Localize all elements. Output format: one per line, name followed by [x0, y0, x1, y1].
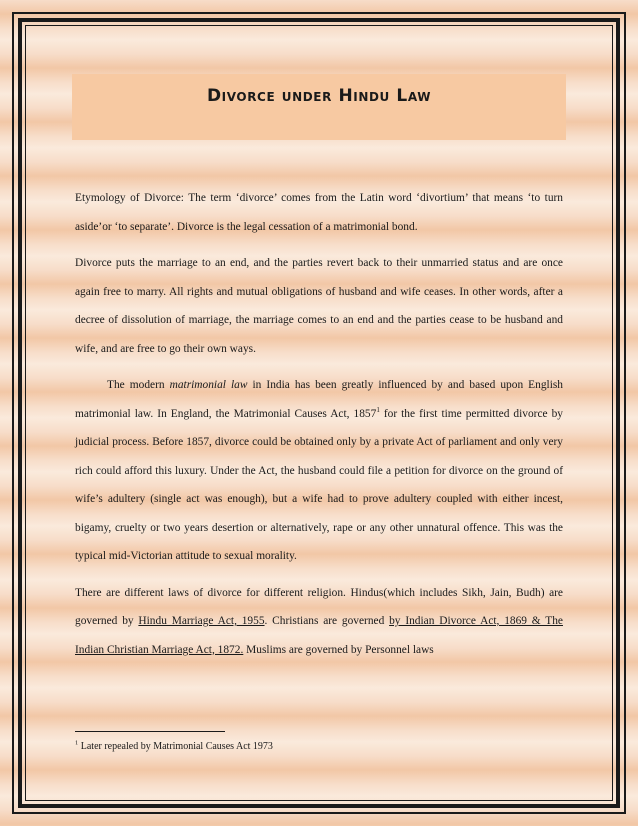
document-body: [75, 184, 563, 664]
religions-text-start: There are different laws of divorce for different religion. Hindus(which includes Sikh, Jain, Budh) are governed by: [75, 586, 563, 627]
history-text-end: for the first time permitted divorce by judicial process. Before 1857, divorce could be obtained only by a private Act of parliament and only very rich could afford this luxury. Under the Act, the husband could file a petition for divorce on the ground of wife’s adultery (single act was enough), but a wife had to prove adultery coupled with either incest, bigamy, cruelty or two years desertion or alternatively, rape or any other unnatural offence. This was the typical mid-Victorian attitude to sexual morality.: [75, 407, 563, 562]
footnote-text: Later repealed by Matrimonial Causes Act 1973: [78, 741, 273, 752]
paragraph-divorce-effect: Divorce puts the marriage to an end, and the parties revert back to their unmarried status and are once again free to marry. All rights and mutual obligations of husband and wife ceases. In other words, after a decree of dissolution of marriage, the marriage comes to an end and the parties cease to be husband and wife, and are free to go their own ways.: [75, 257, 563, 355]
footnote: [75, 741, 273, 752]
footnote-separator: [75, 731, 225, 732]
paragraph-religions: [75, 579, 563, 665]
page-title: Divorce under Hindu Law: [206, 86, 432, 106]
paragraph-history: [75, 371, 563, 571]
title-banner: [72, 74, 566, 140]
matrimonial-law-term: matrimonial law: [169, 379, 248, 391]
history-text-middle: in India has been greatly influenced by and based upon English matrimonial law. In England, the Matrimonial Causes Act, 1857: [75, 379, 563, 420]
religions-text-middle: . Christians are governed: [264, 615, 390, 627]
religions-text-end: Muslims are governed by Personnel laws: [243, 643, 434, 656]
christian-acts-link[interactable]: by Indian Divorce Act, 1869 & The Indian Christian Marriage Act, 1872.: [75, 615, 563, 656]
footnote-mark: 1: [75, 739, 79, 747]
footnote-reference: 1: [376, 405, 380, 414]
paragraph-etymology: Etymology of Divorce: The term ‘divorce’ comes from the Latin word ‘divortium’ that means ‘to turn aside’or ‘to separate’. Divorce is the legal cessation of a matrimonial bond.: [75, 192, 563, 233]
history-text-start: The modern: [107, 379, 170, 391]
hindu-marriage-act-link[interactable]: Hindu Marriage Act, 1955: [138, 615, 265, 627]
